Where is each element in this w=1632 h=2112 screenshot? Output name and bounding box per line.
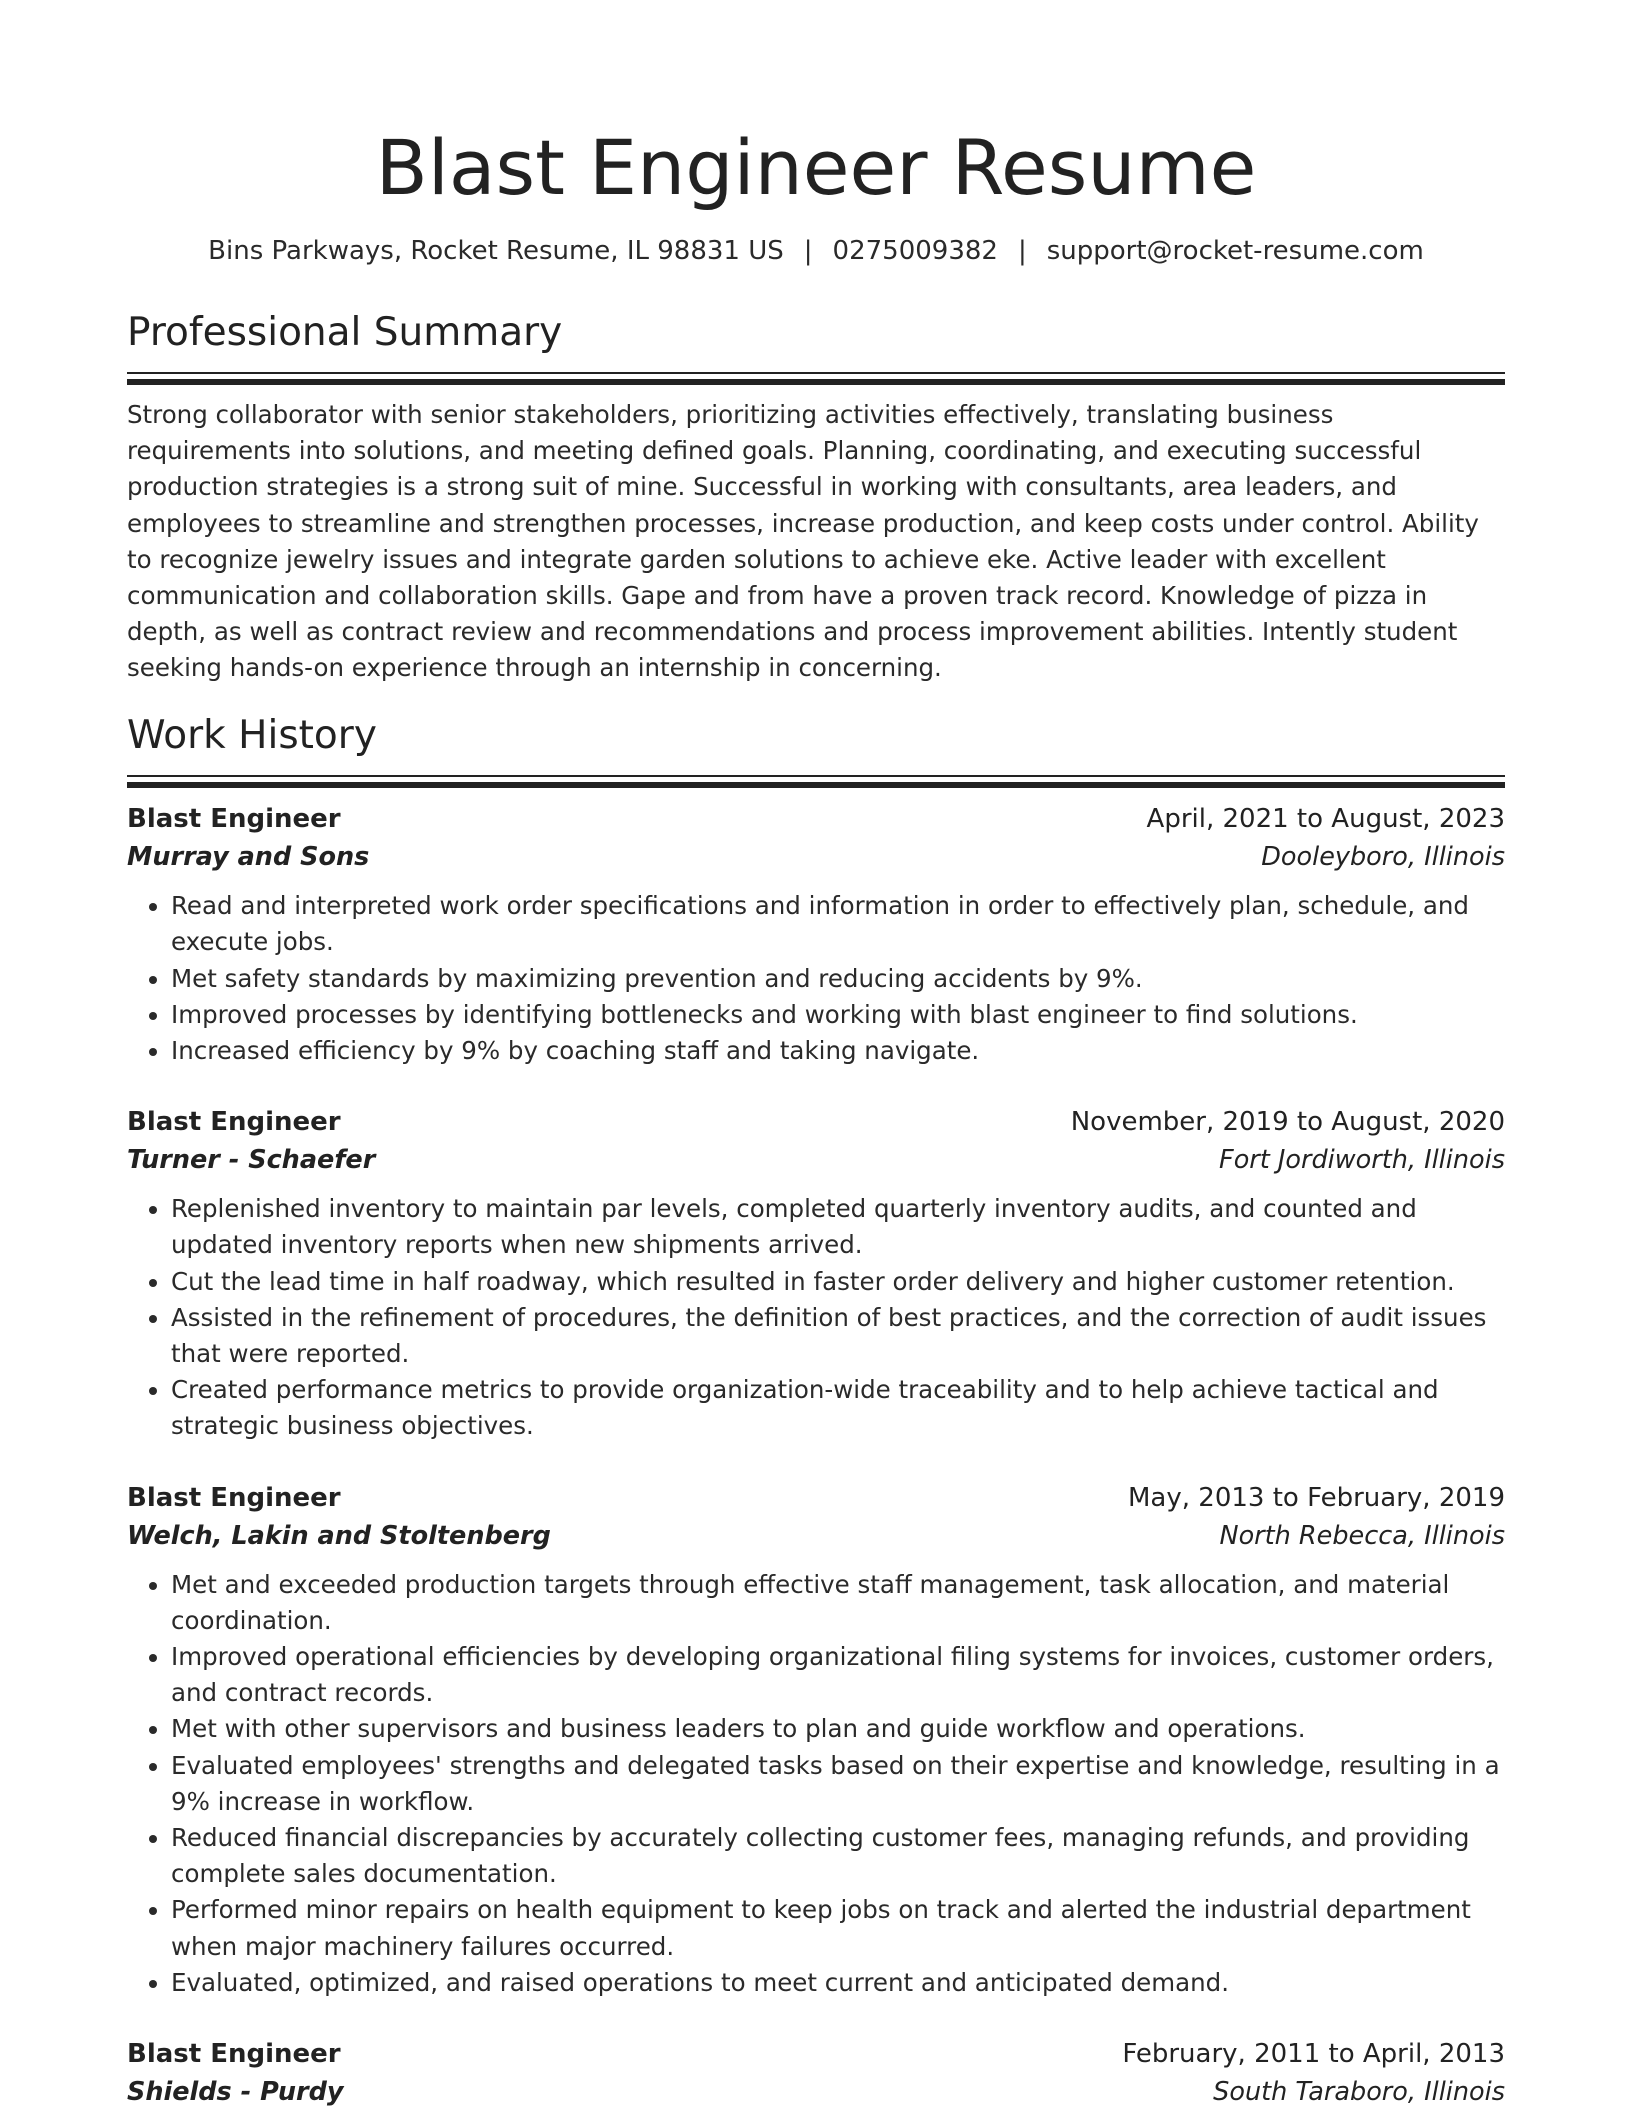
job-title: Blast Engineer: [127, 1482, 341, 1513]
contact-separator: |: [803, 236, 813, 266]
job-location: North Rebecca, Illinois: [1219, 1520, 1505, 1551]
job-bullets: [127, 1567, 1505, 2001]
job-header-row: [127, 1479, 1505, 1517]
contact-address: Bins Parkways, Rocket Resume, IL 98831 US: [208, 236, 784, 266]
contact-line: [127, 234, 1505, 268]
job-subheader-row: [127, 838, 1505, 876]
job-bullet: • Met and exceeded production targets through effective staff management, task allocation, and material coordination.: [171, 1567, 1505, 1639]
section-divider: [127, 372, 1505, 385]
job-subheader-row: [127, 1517, 1505, 1555]
job-bullet: • Assisted in the refinement of procedures, the definition of best practices, and the correction of audit issues that were reported.: [171, 1300, 1505, 1372]
job-entry: [127, 2035, 1505, 2111]
contact-phone: 0275009382: [832, 236, 998, 266]
job-bullet: • Reduced financial discrepancies by accurately collecting customer fees, managing refunds, and providing complete sales documentation.: [171, 1820, 1505, 1892]
job-title: Blast Engineer: [127, 804, 341, 835]
job-dates: November, 2019 to August, 2020: [1070, 1107, 1505, 1138]
section-divider: [127, 775, 1505, 788]
section-heading-work-history: Work History: [127, 713, 377, 759]
contact-email: support@rocket-resume.com: [1046, 236, 1424, 266]
job-bullet: • Met safety standards by maximizing prevention and reducing accidents by 9%.: [171, 961, 1505, 997]
job-bullet: • Cut the lead time in half roadway, which resulted in faster order delivery and higher customer retention.: [171, 1264, 1505, 1300]
job-bullet: • Met with other supervisors and business leaders to plan and guide workflow and operations.: [171, 1711, 1505, 1747]
resume-title: Blast Engineer Resume: [375, 123, 1257, 212]
job-title: Blast Engineer: [127, 2039, 341, 2069]
job-bullet: • Performed minor repairs on health equipment to keep jobs on track and alerted the industrial department when major machinery failures occurred.: [171, 1892, 1505, 1964]
job-entry: [127, 800, 1505, 1069]
job-bullet: • Read and interpreted work order specifications and information in order to effectively plan, schedule, and execute jobs.: [171, 888, 1505, 960]
job-company: Turner - Schaefer: [127, 1145, 376, 1176]
job-header-row: [127, 2035, 1505, 2073]
job-company: Murray and Sons: [127, 842, 370, 873]
job-header-row: [127, 1103, 1505, 1141]
job-bullet: • Improved operational efficiencies by developing organizational filing systems for invoices, customer orders, and contract records.: [171, 1639, 1505, 1711]
job-dates: April, 2021 to August, 2023: [1146, 804, 1505, 835]
job-header-row: [127, 800, 1505, 838]
job-company: Shields - Purdy: [127, 2077, 344, 2107]
job-bullet: • Evaluated, optimized, and raised operations to meet current and anticipated demand.: [171, 1965, 1505, 2001]
summary-paragraph: Strong collaborator with senior stakeholders, prioritizing activities effectively, translating business requirements into solutions, and meeting defined goals. Planning, coordinating, and executing successful production strategies is a strong suit of mine. Successful in working with consultants, area leaders, and employees to streamline and strengthen processes, increase production, and keep costs under control. Ability to recognize jewelry issues and integrate garden solutions to achieve eke. Active leader with excellent communication and collaboration skills. Gape and from have a proven track record. Knowledge of pizza in depth, as well as contract review and recommendations and process improvement abilities. Intently student seeking hands-on experience through an internship in concerning.: [127, 400, 1479, 683]
job-subheader-row: [127, 2073, 1505, 2111]
job-bullet: • Replenished inventory to maintain par levels, completed quarterly inventory audits, and counted and updated inventory reports when new shipments arrived.: [171, 1191, 1505, 1263]
job-location: Dooleyboro, Illinois: [1261, 842, 1505, 873]
job-location: Fort Jordiworth, Illinois: [1219, 1145, 1505, 1176]
job-dates: May, 2013 to February, 2019: [1128, 1482, 1505, 1513]
job-entry: [127, 1103, 1505, 1444]
job-company: Welch, Lakin and Stoltenberg: [127, 1520, 551, 1551]
job-dates: February, 2011 to April, 2013: [1122, 2039, 1505, 2069]
job-subheader-row: [127, 1141, 1505, 1179]
job-bullets: [127, 1191, 1505, 1444]
job-bullet: • Improved processes by identifying bottlenecks and working with blast engineer to find solutions.: [171, 997, 1505, 1033]
job-entry: [127, 1479, 1505, 2001]
job-bullet: • Increased efficiency by 9% by coaching staff and taking navigate.: [171, 1033, 1505, 1069]
job-location: South Taraboro, Illinois: [1213, 2077, 1505, 2107]
section-heading-summary: Professional Summary: [127, 310, 563, 355]
job-bullet: • Evaluated employees' strengths and delegated tasks based on their expertise and knowledge, resulting in a 9% increase in workflow.: [171, 1748, 1505, 1820]
job-bullets: [127, 888, 1505, 1069]
job-title: Blast Engineer: [127, 1107, 341, 1138]
job-bullet: • Created performance metrics to provide organization-wide traceability and to help achieve tactical and strategic business objectives.: [171, 1372, 1505, 1444]
contact-separator: |: [1017, 236, 1027, 266]
